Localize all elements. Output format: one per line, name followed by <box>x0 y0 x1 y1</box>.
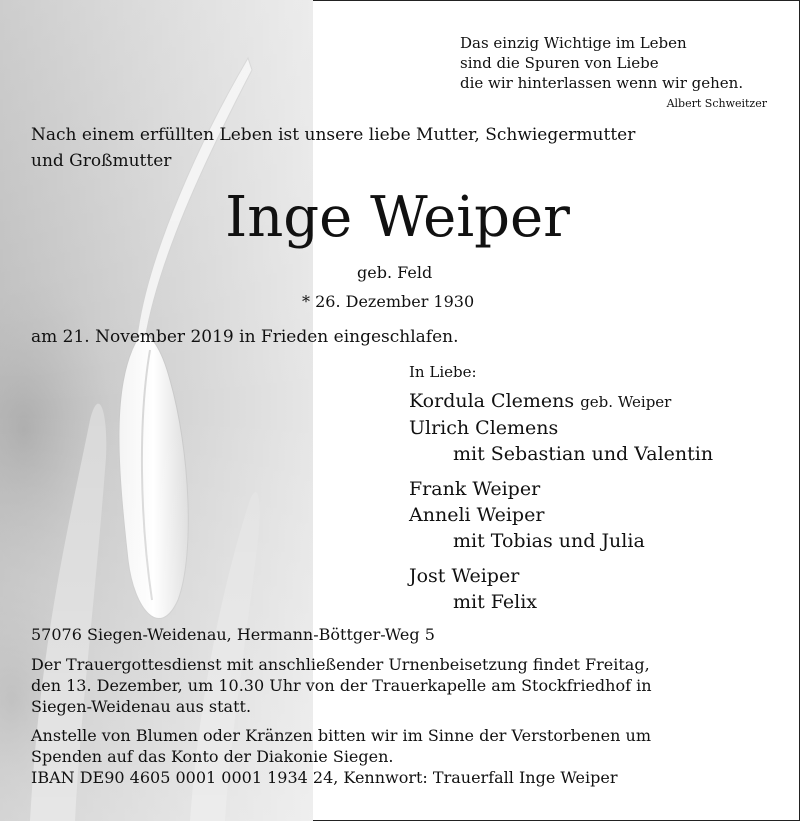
family-children: mit Tobias und Julia <box>453 530 645 552</box>
service-line: Der Trauergottesdienst mit anschließender Urnenbeisetzung findet Freitag, <box>31 655 650 674</box>
family-member-nee: geb. Weiper <box>580 393 672 411</box>
maiden-name: geb. Feld <box>357 263 433 282</box>
family-member: Ulrich Clemens <box>409 417 559 439</box>
donation-line: Spenden auf das Konto der Diakonie Siegen. <box>31 747 394 766</box>
family-member: Anneli Weiper <box>409 504 545 526</box>
service-line: Siegen-Weidenau aus statt. <box>31 697 252 716</box>
death-line: am 21. November 2019 in Frieden eingeschlafen. <box>31 327 459 347</box>
intro-line: und Großmutter <box>31 151 172 171</box>
family-list <box>409 388 713 615</box>
quote-line: die wir hinterlassen wenn wir gehen. <box>460 74 744 92</box>
family-member: Jost Weiper <box>409 565 520 587</box>
deceased-name: Inge Weiper <box>225 185 570 250</box>
intro-line: Nach einem erfüllten Leben ist unsere liebe Mutter, Schwiegermutter <box>31 125 636 145</box>
family-member-name: Kordula Clemens <box>409 390 575 412</box>
donation-info <box>31 725 651 788</box>
family-heading: In Liebe: <box>409 363 477 381</box>
family-address: 57076 Siegen-Weidenau, Hermann-Böttger-Weg 5 <box>31 625 435 644</box>
intro-text <box>31 122 635 174</box>
quote-block <box>460 33 780 93</box>
birth-date: * 26. Dezember 1930 <box>302 292 475 311</box>
quote-author: Albert Schweitzer <box>666 97 767 110</box>
service-line: den 13. Dezember, um 10.30 Uhr von der Trauerkapelle am Stockfriedhof in <box>31 676 652 695</box>
quote-line: Das einzig Wichtige im Leben <box>460 34 687 52</box>
family-member: Frank Weiper <box>409 478 541 500</box>
service-info <box>31 654 652 717</box>
family-children: mit Felix <box>453 591 538 613</box>
family-children: mit Sebastian und Valentin <box>453 443 714 465</box>
donation-line: IBAN DE90 4605 0001 0001 1934 24, Kennwort: Trauerfall Inge Weiper <box>31 768 618 787</box>
donation-line: Anstelle von Blumen oder Kränzen bitten wir im Sinne der Verstorbenen um <box>31 726 652 745</box>
quote-line: sind die Spuren von Liebe <box>460 54 659 72</box>
family-member <box>409 388 713 415</box>
